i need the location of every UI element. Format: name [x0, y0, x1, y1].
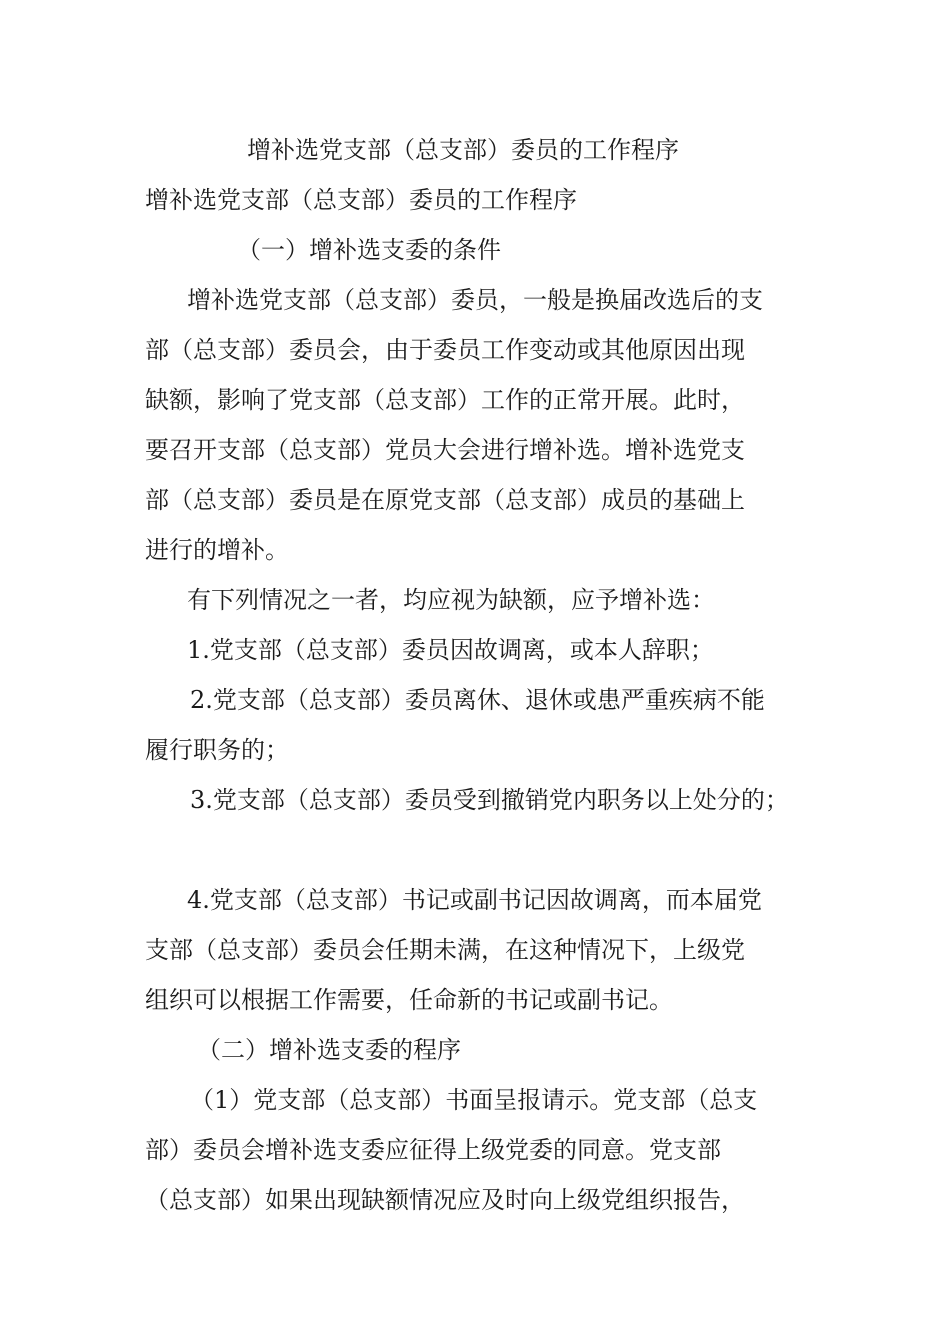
section-heading-procedure: （二）增补选支委的程序 [197, 1036, 461, 1064]
list-item-continuation: 支部（总支部）委员会任期未满，在这种情况下，上级党 [145, 936, 745, 964]
list-item-continuation: 组织可以根据工作需要，任命新的书记或副书记。 [145, 986, 673, 1014]
paragraph-line: 部）委员会增补选支委应征得上级党委的同意。党支部 [145, 1136, 721, 1164]
paragraph-line: （1）党支部（总支部）书面呈报请示。党支部（总支 [190, 1086, 758, 1114]
paragraph-line: 增补选党支部（总支部）委员，一般是换届改选后的支 [187, 286, 763, 314]
list-item: 4.党支部（总支部）书记或副书记因故调离，而本届党 [187, 886, 762, 914]
list-item: 3.党支部（总支部）委员受到撤销党内职务以上处分的； [190, 786, 789, 814]
paragraph-line: 要召开支部（总支部）党员大会进行增补选。增补选党支 [145, 436, 745, 464]
document-title: 增补选党支部（总支部）委员的工作程序 [247, 136, 679, 164]
paragraph-line: 缺额，影响了党支部（总支部）工作的正常开展。此时， [145, 386, 745, 414]
list-item-continuation: 履行职务的； [145, 736, 289, 764]
paragraph-line: （总支部）如果出现缺额情况应及时向上级党组织报告， [145, 1186, 745, 1214]
document-subtitle: 增补选党支部（总支部）委员的工作程序 [145, 186, 577, 214]
section-heading-conditions: （一）增补选支委的条件 [237, 236, 501, 264]
paragraph-line: 部（总支部）委员是在原党支部（总支部）成员的基础上 [145, 486, 745, 514]
list-item: 2.党支部（总支部）委员离休、退休或患严重疾病不能 [190, 686, 765, 714]
paragraph-line: 有下列情况之一者，均应视为缺额，应予增补选： [187, 586, 715, 614]
list-item: 1.党支部（总支部）委员因故调离，或本人辞职； [187, 636, 714, 664]
paragraph-line: 进行的增补。 [145, 536, 289, 564]
paragraph-line: 部（总支部）委员会，由于委员工作变动或其他原因出现 [145, 336, 745, 364]
